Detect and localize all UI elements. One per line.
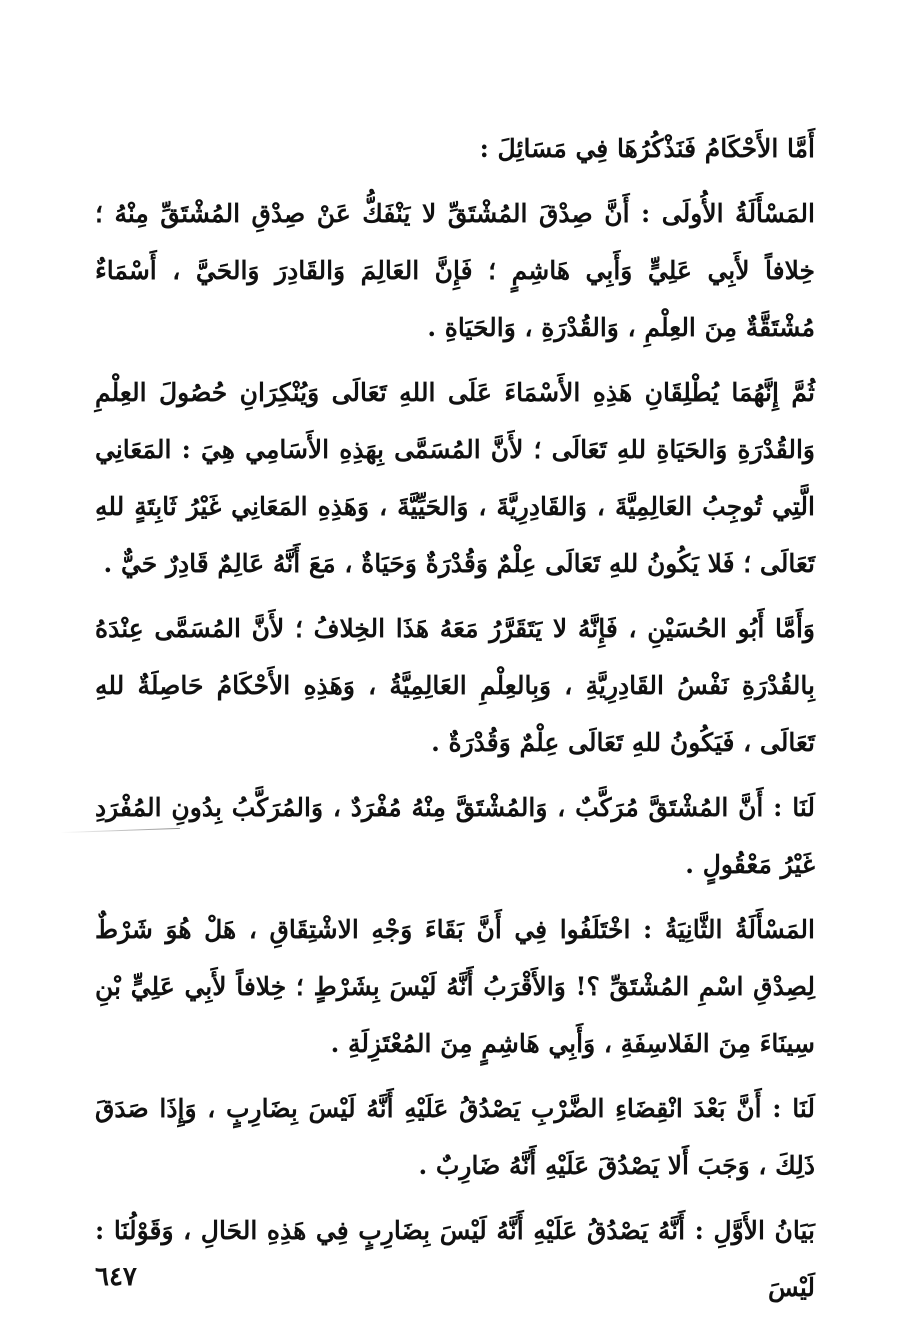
paragraph-then: ثُمَّ إِنَّهُمَا يُطْلِقَانِ هَذِهِ الأَسْمَاءَ عَلَى اللهِ تَعَالَى وَيُنْكِرَانِ حُصُولَ العِلْمِ وَالقُدْرَةِ وَالحَيَاةِ للهِ تَعَالَى ؛ لأَنَّ المُسَمَّى بِهَذِهِ الأَسَامِي هِيَ : المَعَانِي الَّتِي تُوجِبُ العَالِمِيَّةَ ، وَالقَادِرِيَّةَ ، وَالحَيِّيَّةَ ، وَهَذِهِ المَعَانِي غَيْرُ ثَابِتَةٍ للهِ تَعَالَى ؛ فَلا يَكُونُ للهِ تَعَالَى عِلْمٌ وَقُدْرَةٌ وَحَيَاةٌ ، مَعَ أَنَّهُ عَالِمٌ قَادِرٌ حَيٌّ . bbox=[95, 378, 815, 578]
paragraph-second-issue: المَسْأَلَةُ الثَّانِيَةُ : اخْتَلَفُوا فِي أَنَّ بَقَاءَ وَجْهِ الاشْتِقَاقِ ، هَلْ هُوَ شَرْطٌ لِصِدْقِ اسْمِ المُشْتَقِّ ؟! وَالأَقْرَبُ أَنَّهُ لَيْسَ بِشَرْطٍ ؛ خِلافاً لأَبِي عَلِيٍّ بْنِ سِينَاءَ مِنَ الفَلاسِفَةِ ، وَأَبِي هَاشِمٍ مِنَ المُعْتَزِلَةِ . bbox=[95, 915, 815, 1058]
paragraph-abu-al-husayn: وَأَمَّا أَبُو الحُسَيْنِ ، فَإِنَّهُ لا يَتَقَرَّرُ مَعَهُ هَذَا الخِلافُ ؛ لأَنَّ المُسَمَّى عِنْدَهُ بِالقُدْرَةِ نَفْسُ القَادِرِيَّةِ ، وَبِالعِلْمِ العَالِمِيَّةُ ، وَهَذِهِ الأَحْكَامُ حَاصِلَةٌ للهِ تَعَالَى ، فَيَكُونُ للهِ تَعَالَى عِلْمٌ وَقُدْرَةٌ . bbox=[95, 614, 815, 757]
page-body-text bbox=[95, 120, 815, 1316]
paragraph-argument-one: لَنَا : أَنَّ المُشْتَقَّ مُرَكَّبٌ ، وَالمُشْتَقَّ مِنْهُ مُفْرَدٌ ، وَالمُرَكَّبُ بِدُونِ المُفْرَدِ غَيْرُ مَعْقُولٍ . bbox=[95, 793, 815, 879]
paragraph-first-issue: المَسْأَلَةُ الأُولَى : أَنَّ صِدْقَ المُشْتَقِّ لا يَنْفَكُّ عَنْ صِدْقِ المُشْتَقِّ مِنْهُ ؛ خِلافاً لأَبِي عَلِيٍّ وَأَبِي هَاشِمٍ ؛ فَإِنَّ العَالِمَ وَالقَادِرَ وَالحَيَّ ، أَسْمَاءٌ مُشْتَقَّةٌ مِنَ العِلْمِ ، وَالقُدْرَةِ ، وَالحَيَاةِ . bbox=[95, 199, 815, 342]
paragraph-explanation: بَيَانُ الأَوَّلِ : أَنَّهُ يَصْدُقُ عَلَيْهِ أَنَّهُ لَيْسَ بِضَارِبٍ فِي هَذِهِ الحَالِ ، وَقَوْلُنَا : لَيْسَ bbox=[95, 1216, 815, 1302]
paragraph-intro: أَمَّا الأَحْكَامُ فَنَذْكُرُهَا فِي مَسَائِلَ : bbox=[479, 134, 815, 163]
paragraph-argument-two: لَنَا : أَنَّ بَعْدَ انْقِضَاءِ الضَّرْبِ يَصْدُقُ عَلَيْهِ أَنَّهُ لَيْسَ بِضَارِبٍ ، وَإِذَا صَدَقَ ذَلِكَ ، وَجَبَ أَلا يَصْدُقَ عَلَيْهِ أَنَّهُ ضَارِبٌ . bbox=[95, 1094, 815, 1180]
page-number: ٦٤٧ bbox=[95, 1262, 137, 1292]
